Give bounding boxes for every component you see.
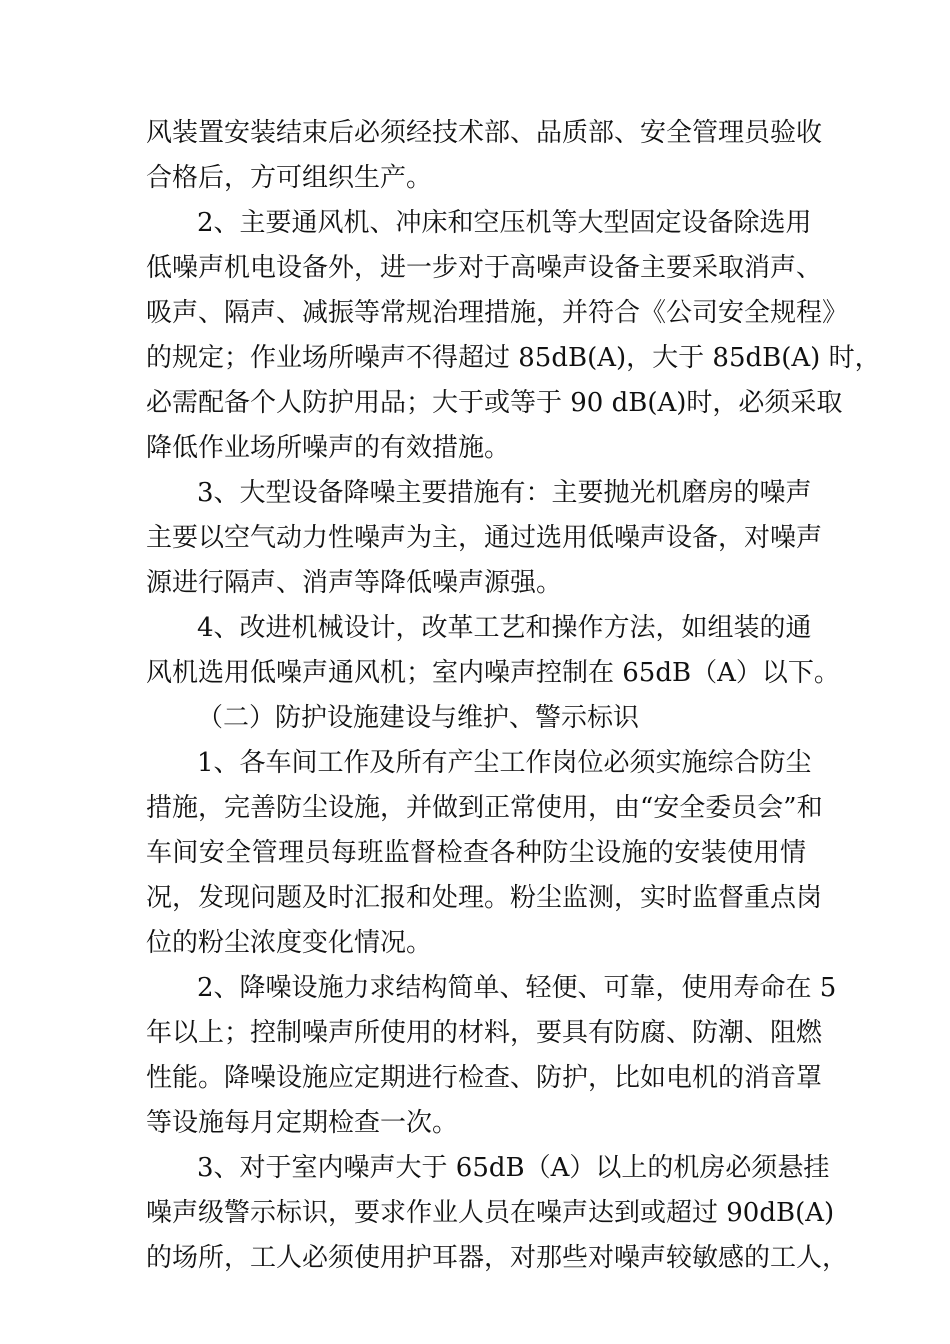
text-line: 年以上；控制噪声所使用的材料，要具有防腐、防潮、阻燃 bbox=[146, 1018, 823, 1048]
text-line: 风装置安装结束后必须经技术部、品质部、安全管理员验收 bbox=[146, 118, 823, 148]
text-line: 风机选用低噪声通风机；室内噪声控制在 65dB（A）以下。 bbox=[146, 658, 840, 688]
paragraph-start-line: 2、降噪设施力求结构简单、轻便、可靠，使用寿命在 5 bbox=[197, 973, 837, 1003]
paragraph-start-line: 3、大型设备降噪主要措施有：主要抛光机磨房的噪声 bbox=[197, 478, 812, 508]
paragraph-start-line: 3、对于室内噪声大于 65dB（A）以上的机房必须悬挂 bbox=[197, 1153, 830, 1183]
text-line: 降低作业场所噪声的有效措施。 bbox=[146, 433, 511, 463]
section-heading: （二）防护设施建设与维护、警示标识 bbox=[197, 703, 640, 733]
text-line: 性能。降噪设施应定期进行检查、防护，比如电机的消音罩 bbox=[146, 1063, 823, 1093]
text-line: 低噪声机电设备外，进一步对于高噪声设备主要采取消声、 bbox=[146, 253, 823, 283]
text-line: 等设施每月定期检查一次。 bbox=[146, 1108, 459, 1138]
text-line: 合格后，方可组织生产。 bbox=[146, 163, 433, 193]
text-line: 位的粉尘浓度变化情况。 bbox=[146, 928, 433, 958]
text-line: 的场所，工人必须使用护耳器，对那些对噪声较敏感的工人， bbox=[146, 1243, 849, 1273]
paragraph-start-line: 1、各车间工作及所有产尘工作岗位必须实施综合防尘 bbox=[197, 748, 812, 778]
text-line: 吸声、隔声、减振等常规治理措施，并符合《公司安全规程》 bbox=[146, 298, 849, 328]
text-line: 噪声级警示标识，要求作业人员在噪声达到或超过 90dB(A) bbox=[146, 1198, 835, 1228]
text-line: 况，发现问题及时汇报和处理。粉尘监测，实时监督重点岗 bbox=[146, 883, 823, 913]
text-line: 车间安全管理员每班监督检查各种防尘设施的安装使用情 bbox=[146, 838, 806, 868]
text-line: 的规定；作业场所噪声不得超过 85dB(A)，大于 85dB(A) 时， bbox=[146, 343, 881, 373]
text-line: 主要以空气动力性噪声为主，通过选用低噪声设备，对噪声 bbox=[146, 523, 823, 553]
text-line: 源进行隔声、消声等降低噪声源强。 bbox=[146, 568, 563, 598]
text-line: 必需配备个人防护用品；大于或等于 90 dB(A)时，必须采取 bbox=[146, 388, 843, 418]
text-line: 措施，完善防尘设施，并做到正常使用，由“安全委员会”和 bbox=[146, 793, 823, 823]
paragraph-start-line: 2、主要通风机、冲床和空压机等大型固定设备除选用 bbox=[197, 208, 812, 238]
paragraph-start-line: 4、改进机械设计，改革工艺和操作方法，如组装的通 bbox=[197, 613, 812, 643]
